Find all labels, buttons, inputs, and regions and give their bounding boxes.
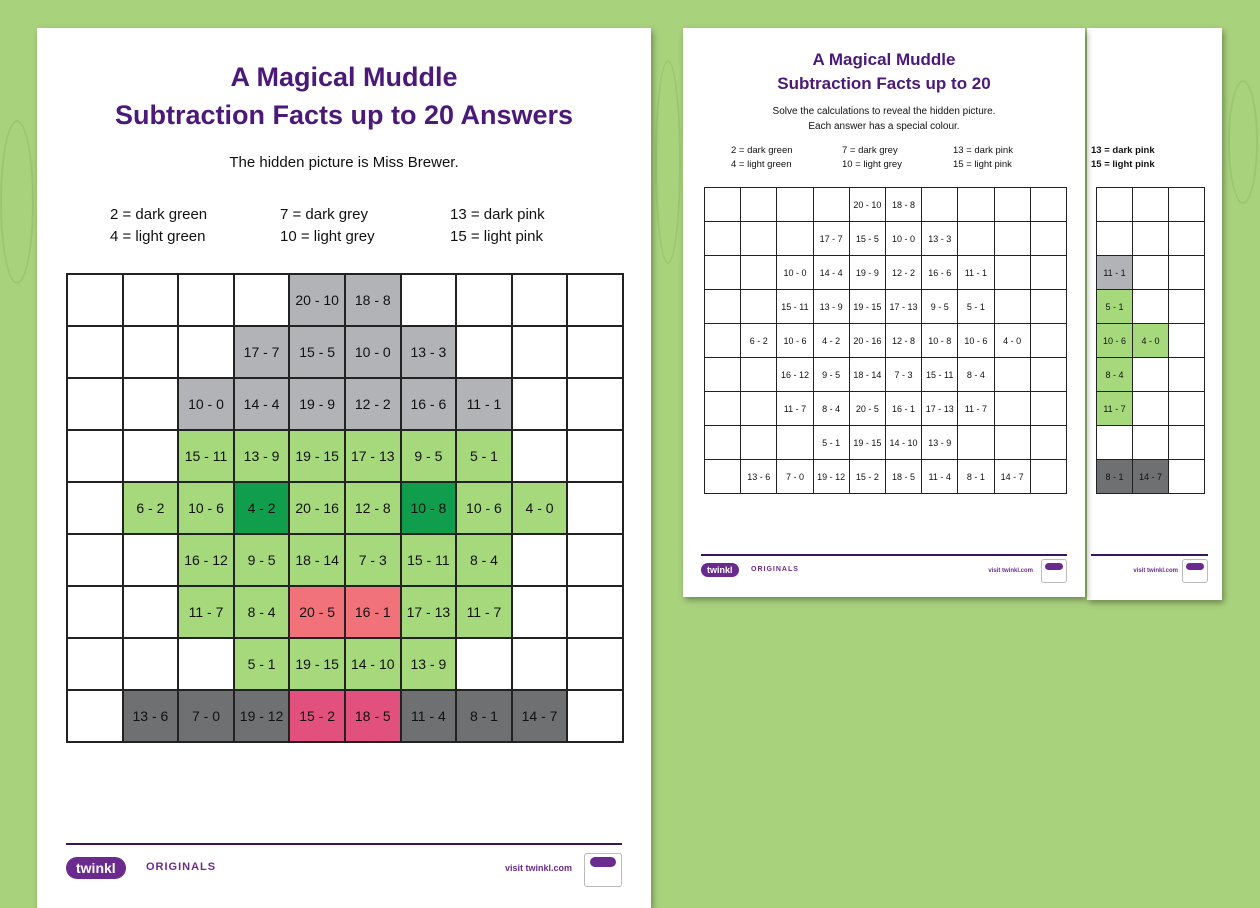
- grid-cell: [567, 274, 623, 326]
- grid-row: [1097, 426, 1205, 460]
- grid-cell: 6 - 2: [123, 482, 179, 534]
- grid-row: [67, 690, 623, 742]
- leaf-decoration: [655, 60, 681, 264]
- grid-cell: 14 - 7: [512, 690, 568, 742]
- key-col-3: [953, 144, 1013, 172]
- grid-cell: [1133, 290, 1169, 324]
- grid-cell: [234, 274, 290, 326]
- grid-cell: 8 - 1: [456, 690, 512, 742]
- grid-cell: [67, 534, 123, 586]
- grid-cell: 10 - 0: [178, 378, 234, 430]
- grid-cell: 19 - 12: [813, 460, 849, 494]
- grid-cell: [1030, 290, 1066, 324]
- grid-cell: 5 - 1: [234, 638, 290, 690]
- sheet-footer: [66, 843, 622, 895]
- grid-row: [705, 358, 1067, 392]
- grid-cell: [1133, 392, 1169, 426]
- grid-cell: 9 - 5: [922, 290, 958, 324]
- grid-cell: 4 - 0: [512, 482, 568, 534]
- title-line-1: A Magical Muddle: [812, 50, 956, 69]
- grid-cell: 10 - 6: [1097, 324, 1133, 358]
- key-item: 15 = light pink: [953, 159, 1012, 170]
- grid-cell: 10 - 8: [401, 482, 457, 534]
- grid-cell: 13 - 9: [813, 290, 849, 324]
- grid-cell: [705, 392, 741, 426]
- grid-cell: [994, 358, 1030, 392]
- sheet-title: [683, 48, 1085, 96]
- grid-cell: [1030, 222, 1066, 256]
- grid-row: [705, 222, 1067, 256]
- grid-cell: 10 - 0: [345, 326, 401, 378]
- sheet-title: [37, 58, 651, 134]
- grid-cell: 16 - 12: [777, 358, 813, 392]
- grid-cell: 15 - 11: [178, 430, 234, 482]
- grid-cell: [67, 430, 123, 482]
- grid-cell: 17 - 13: [922, 392, 958, 426]
- grid-cell: [1097, 222, 1133, 256]
- grid-cell: 15 - 11: [401, 534, 457, 586]
- grid-cell: [994, 290, 1030, 324]
- grid-cell: [567, 638, 623, 690]
- grid-cell: 20 - 10: [289, 274, 345, 326]
- grid-cell: 13 - 3: [401, 326, 457, 378]
- grid-cell: [1169, 188, 1205, 222]
- visit-link[interactable]: visit twinkl.com: [988, 568, 1033, 574]
- grid-cell: [1169, 222, 1205, 256]
- grid-cell: [705, 188, 741, 222]
- grid-row: [1097, 460, 1205, 494]
- grid-cell: [1169, 256, 1205, 290]
- key-col-1: [110, 204, 207, 248]
- grid-cell: [123, 586, 179, 638]
- grid-cell: 15 - 2: [289, 690, 345, 742]
- grid-row: [705, 256, 1067, 290]
- key-col-2: [842, 144, 902, 172]
- grid-cell: 8 - 4: [234, 586, 290, 638]
- grid-cell: [1169, 290, 1205, 324]
- grid-cell: 17 - 13: [345, 430, 401, 482]
- sheet-footer: [1091, 554, 1208, 606]
- key-col-3: [450, 204, 545, 248]
- grid-cell: [994, 256, 1030, 290]
- grid-cell: [777, 188, 813, 222]
- grid-cell: 8 - 4: [1097, 358, 1133, 392]
- grid-cell: 19 - 15: [849, 426, 885, 460]
- grid-cell: [705, 256, 741, 290]
- grid-cell: [705, 426, 741, 460]
- grid-cell: [123, 274, 179, 326]
- grid-cell: 19 - 9: [849, 256, 885, 290]
- grid-cell: 4 - 0: [994, 324, 1030, 358]
- grid-cell: 8 - 1: [1097, 460, 1133, 494]
- grid-row: [705, 188, 1067, 222]
- key-item: 10 = light grey: [842, 159, 902, 170]
- grid-cell: [512, 430, 568, 482]
- grid-cell: [567, 586, 623, 638]
- key-item: 13 = dark pink: [953, 145, 1013, 156]
- grid-cell: 8 - 4: [456, 534, 512, 586]
- grid-row: [67, 638, 623, 690]
- grid-cell: [178, 326, 234, 378]
- grid-cell: 7 - 0: [777, 460, 813, 494]
- grid-cell: 13 - 6: [123, 690, 179, 742]
- grid-cell: [1169, 426, 1205, 460]
- picture-grid: [704, 187, 1067, 494]
- grid-cell: 13 - 3: [922, 222, 958, 256]
- grid-cell: 10 - 0: [885, 222, 921, 256]
- key-item: 10 = light grey: [280, 228, 375, 245]
- grid-cell: 13 - 9: [234, 430, 290, 482]
- grid-row: [1097, 188, 1205, 222]
- grid-cell: [567, 326, 623, 378]
- key-col-1: [731, 144, 793, 172]
- badge-icon: [1041, 559, 1067, 583]
- grid-cell: 11 - 1: [1097, 256, 1133, 290]
- grid-cell: 11 - 1: [456, 378, 512, 430]
- grid-cell: 10 - 6: [958, 324, 994, 358]
- grid-cell: 14 - 7: [1133, 460, 1169, 494]
- grid-cell: 8 - 4: [813, 392, 849, 426]
- grid-cell: 8 - 4: [958, 358, 994, 392]
- grid-cell: 11 - 7: [1097, 392, 1133, 426]
- grid-row: [67, 586, 623, 638]
- grid-cell: 16 - 6: [401, 378, 457, 430]
- grid-cell: 11 - 4: [922, 460, 958, 494]
- grid-cell: 12 - 2: [345, 378, 401, 430]
- grid-cell: [512, 378, 568, 430]
- grid-cell: [994, 426, 1030, 460]
- grid-cell: 9 - 5: [401, 430, 457, 482]
- twinkl-logo: twinkl: [66, 857, 126, 879]
- grid-cell: [705, 324, 741, 358]
- grid-cell: [123, 326, 179, 378]
- grid-cell: 20 - 5: [849, 392, 885, 426]
- grid-cell: 20 - 5: [289, 586, 345, 638]
- grid-cell: [994, 222, 1030, 256]
- grid-cell: 14 - 10: [345, 638, 401, 690]
- grid-cell: [1097, 188, 1133, 222]
- grid-cell: 5 - 1: [958, 290, 994, 324]
- grid-cell: [67, 482, 123, 534]
- grid-cell: 14 - 7: [994, 460, 1030, 494]
- grid-cell: [1133, 222, 1169, 256]
- grid-cell: [994, 392, 1030, 426]
- grid-cell: [1030, 256, 1066, 290]
- key-item: 4 = light green: [731, 159, 792, 170]
- grid-cell: [958, 188, 994, 222]
- grid-cell: [1169, 392, 1205, 426]
- grid-cell: 7 - 0: [178, 690, 234, 742]
- leaf-decoration: [0, 120, 34, 284]
- grid-cell: 14 - 4: [813, 256, 849, 290]
- originals-label: ORIGINALS: [146, 861, 217, 873]
- grid-cell: [567, 378, 623, 430]
- grid-row: [1097, 256, 1205, 290]
- grid-cell: 11 - 7: [958, 392, 994, 426]
- grid-cell: 19 - 12: [234, 690, 290, 742]
- grid-cell: [567, 430, 623, 482]
- grid-cell: [512, 326, 568, 378]
- sheet-footer: [701, 554, 1067, 606]
- grid-cell: [512, 638, 568, 690]
- grid-cell: [456, 274, 512, 326]
- grid-row: [67, 378, 623, 430]
- grid-cell: [178, 274, 234, 326]
- twinkl-logo: twinkl: [701, 563, 739, 577]
- grid-cell: [67, 378, 123, 430]
- grid-cell: 17 - 13: [885, 290, 921, 324]
- grid-cell: 19 - 15: [289, 638, 345, 690]
- grid-cell: [401, 274, 457, 326]
- grid-row: [67, 326, 623, 378]
- grid-cell: [1169, 358, 1205, 392]
- grid-cell: 18 - 5: [885, 460, 921, 494]
- instructions-line-1: Solve the calculations to reveal the hidden picture.: [772, 106, 996, 117]
- grid-cell: [512, 586, 568, 638]
- grid-cell: 11 - 4: [401, 690, 457, 742]
- key-item: 2 = dark green: [731, 145, 793, 156]
- grid-row: [1097, 358, 1205, 392]
- grid-cell: [1133, 256, 1169, 290]
- grid-cell: [741, 222, 777, 256]
- grid-cell: 7 - 3: [885, 358, 921, 392]
- grid-cell: [567, 534, 623, 586]
- grid-cell: 19 - 15: [289, 430, 345, 482]
- picture-grid: [66, 273, 624, 743]
- grid-cell: 18 - 5: [345, 690, 401, 742]
- grid-row: [1097, 290, 1205, 324]
- grid-cell: [777, 222, 813, 256]
- grid-cell: [67, 638, 123, 690]
- grid-cell: 18 - 8: [345, 274, 401, 326]
- grid-cell: 17 - 7: [234, 326, 290, 378]
- grid-cell: 5 - 1: [1097, 290, 1133, 324]
- grid-cell: [67, 274, 123, 326]
- key-col-3: [1091, 144, 1155, 172]
- grid-cell: [1030, 188, 1066, 222]
- grid-cell: [741, 256, 777, 290]
- grid-cell: [1169, 460, 1205, 494]
- grid-cell: 15 - 5: [289, 326, 345, 378]
- grid-cell: 13 - 9: [401, 638, 457, 690]
- grid-cell: 10 - 6: [456, 482, 512, 534]
- badge-icon: [1182, 559, 1208, 583]
- key-col-2: [280, 204, 375, 248]
- visit-link[interactable]: visit twinkl.com: [504, 863, 572, 873]
- grid-cell: [922, 188, 958, 222]
- answer-sheet: [37, 28, 651, 908]
- grid-cell: 19 - 15: [849, 290, 885, 324]
- grid-row: [705, 426, 1067, 460]
- grid-cell: 17 - 13: [401, 586, 457, 638]
- key-item: 13 = dark pink: [450, 206, 545, 223]
- visit-link[interactable]: visit twinkl.com: [1133, 568, 1178, 574]
- grid-cell: [1030, 426, 1066, 460]
- grid-cell: [123, 378, 179, 430]
- grid-cell: 12 - 2: [885, 256, 921, 290]
- grid-cell: [67, 690, 123, 742]
- grid-cell: [958, 222, 994, 256]
- grid-cell: 18 - 8: [885, 188, 921, 222]
- grid-cell: 12 - 8: [885, 324, 921, 358]
- grid-cell: [777, 426, 813, 460]
- grid-cell: [705, 460, 741, 494]
- grid-cell: [1133, 188, 1169, 222]
- answer-sheet-back: [1087, 28, 1222, 600]
- grid-row: [705, 392, 1067, 426]
- grid-cell: 15 - 11: [922, 358, 958, 392]
- grid-cell: 5 - 1: [813, 426, 849, 460]
- grid-cell: [1030, 358, 1066, 392]
- grid-cell: 4 - 2: [234, 482, 290, 534]
- sheet-subtitle: The hidden picture is Miss Brewer.: [229, 154, 459, 171]
- grid-cell: 14 - 4: [234, 378, 290, 430]
- grid-cell: 9 - 5: [234, 534, 290, 586]
- grid-cell: [1097, 426, 1133, 460]
- key-item: 15 = light pink: [450, 228, 543, 245]
- grid-cell: [567, 690, 623, 742]
- grid-cell: [741, 358, 777, 392]
- grid-cell: 18 - 14: [289, 534, 345, 586]
- grid-row: [1097, 324, 1205, 358]
- grid-cell: [1133, 358, 1169, 392]
- grid-cell: [456, 638, 512, 690]
- grid-cell: 20 - 10: [849, 188, 885, 222]
- grid-cell: [456, 326, 512, 378]
- instructions-line-2: Each answer has a special colour.: [808, 121, 960, 132]
- grid-cell: 18 - 14: [849, 358, 885, 392]
- grid-cell: [1030, 392, 1066, 426]
- key-item: 13 = dark pink: [1091, 145, 1155, 156]
- grid-cell: 15 - 11: [777, 290, 813, 324]
- grid-cell: 12 - 8: [345, 482, 401, 534]
- grid-cell: [813, 188, 849, 222]
- grid-cell: [567, 482, 623, 534]
- grid-cell: [741, 188, 777, 222]
- grid-cell: 13 - 6: [741, 460, 777, 494]
- grid-cell: 20 - 16: [849, 324, 885, 358]
- picture-grid: [1096, 187, 1205, 494]
- grid-cell: 16 - 6: [922, 256, 958, 290]
- grid-row: [67, 274, 623, 326]
- grid-row: [67, 430, 623, 482]
- grid-cell: 16 - 1: [885, 392, 921, 426]
- grid-cell: [1169, 324, 1205, 358]
- grid-cell: [178, 638, 234, 690]
- grid-row: [67, 482, 623, 534]
- grid-cell: 11 - 1: [958, 256, 994, 290]
- grid-cell: 19 - 9: [289, 378, 345, 430]
- grid-cell: [705, 358, 741, 392]
- grid-cell: 10 - 6: [777, 324, 813, 358]
- grid-cell: [123, 638, 179, 690]
- grid-cell: 7 - 3: [345, 534, 401, 586]
- grid-cell: 9 - 5: [813, 358, 849, 392]
- grid-cell: 11 - 7: [456, 586, 512, 638]
- grid-cell: 16 - 12: [178, 534, 234, 586]
- leaf-decoration: [1228, 80, 1258, 204]
- grid-cell: 5 - 1: [456, 430, 512, 482]
- grid-row: [1097, 222, 1205, 256]
- grid-cell: [512, 274, 568, 326]
- grid-cell: 15 - 5: [849, 222, 885, 256]
- grid-cell: [512, 534, 568, 586]
- grid-cell: [67, 326, 123, 378]
- grid-cell: 17 - 7: [813, 222, 849, 256]
- grid-cell: 16 - 1: [345, 586, 401, 638]
- title-line-2: Subtraction Facts up to 20 Answers: [114, 100, 574, 130]
- grid-cell: [741, 290, 777, 324]
- grid-cell: [994, 188, 1030, 222]
- key-item: 2 = dark green: [110, 206, 208, 223]
- grid-cell: 20 - 16: [289, 482, 345, 534]
- key-item: 7 = dark grey: [842, 145, 898, 156]
- grid-row: [705, 460, 1067, 494]
- title-line-1: A Magical Muddle: [230, 62, 458, 92]
- grid-cell: [1133, 426, 1169, 460]
- grid-cell: [1030, 324, 1066, 358]
- grid-cell: [123, 430, 179, 482]
- grid-cell: 11 - 7: [178, 586, 234, 638]
- grid-cell: 15 - 2: [849, 460, 885, 494]
- grid-row: [705, 324, 1067, 358]
- grid-cell: [1030, 460, 1066, 494]
- grid-row: [67, 534, 623, 586]
- grid-cell: [741, 392, 777, 426]
- key-item: 15 = light pink: [1091, 159, 1155, 170]
- badge-icon: [584, 853, 622, 887]
- grid-cell: 8 - 1: [958, 460, 994, 494]
- grid-cell: 10 - 8: [922, 324, 958, 358]
- grid-cell: 10 - 0: [777, 256, 813, 290]
- grid-cell: 14 - 10: [885, 426, 921, 460]
- grid-row: [1097, 392, 1205, 426]
- grid-cell: [958, 426, 994, 460]
- title-line-2: Subtraction Facts up to 20: [777, 74, 991, 93]
- grid-cell: 13 - 9: [922, 426, 958, 460]
- grid-cell: 6 - 2: [741, 324, 777, 358]
- key-item: 4 = light green: [110, 228, 206, 245]
- originals-label: ORIGINALS: [751, 566, 799, 573]
- grid-cell: [705, 222, 741, 256]
- grid-cell: [705, 290, 741, 324]
- grid-cell: [741, 426, 777, 460]
- grid-row: [705, 290, 1067, 324]
- key-item: 7 = dark grey: [280, 206, 368, 223]
- question-sheet: [683, 28, 1085, 597]
- grid-cell: 4 - 2: [813, 324, 849, 358]
- grid-cell: 4 - 0: [1133, 324, 1169, 358]
- grid-cell: 11 - 7: [777, 392, 813, 426]
- grid-cell: [67, 586, 123, 638]
- instructions: [683, 104, 1085, 134]
- grid-cell: [123, 534, 179, 586]
- grid-cell: 10 - 6: [178, 482, 234, 534]
